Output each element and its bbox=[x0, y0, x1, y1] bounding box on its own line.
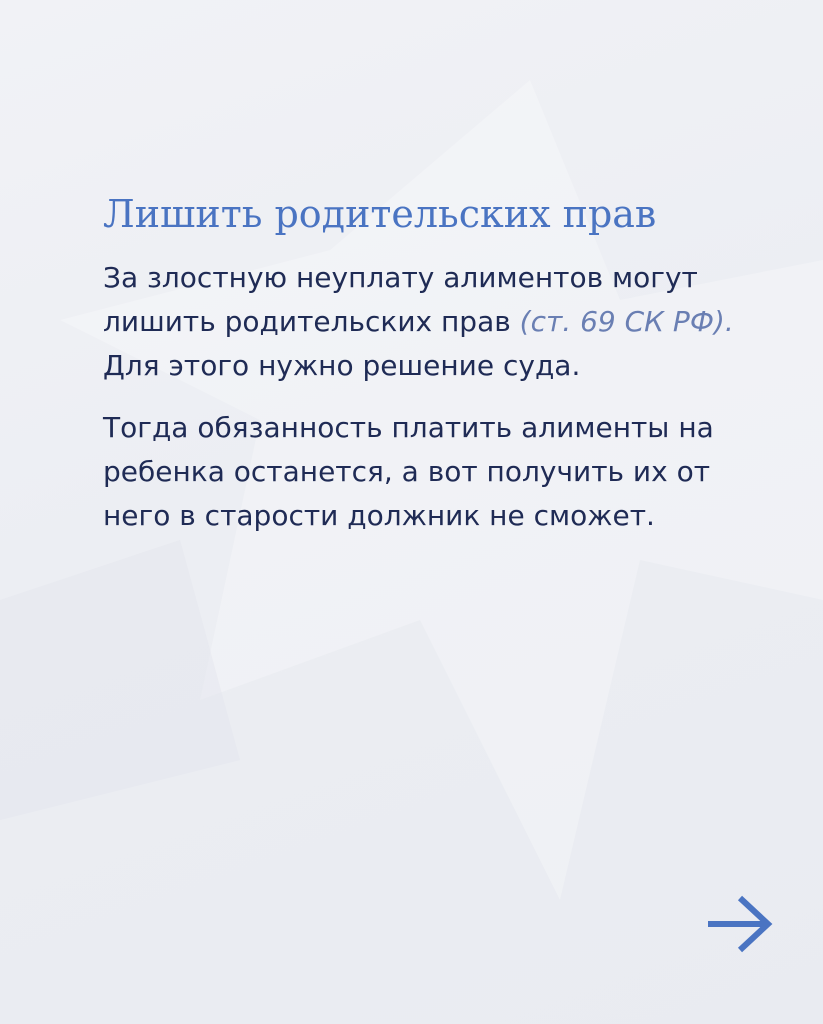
next-slide-button[interactable] bbox=[704, 892, 774, 956]
slide-title: Лишить родительских прав bbox=[103, 192, 657, 236]
paragraph-consequence: Тогда обязанность платить алименты на ребенка останется, а вот получить их от него в старости должник не сможет. bbox=[103, 410, 714, 532]
paragraph-text-after: Для этого нужно решение суда. bbox=[103, 348, 581, 382]
paragraph-deprivation bbox=[103, 256, 783, 388]
slide-content bbox=[103, 192, 783, 556]
law-reference: (ст. 69 СК РФ). bbox=[519, 304, 734, 338]
arrow-right-icon bbox=[704, 892, 774, 956]
paragraph-text-before: За злостную неуплату алиментов могут лишить родительских прав bbox=[103, 260, 698, 338]
